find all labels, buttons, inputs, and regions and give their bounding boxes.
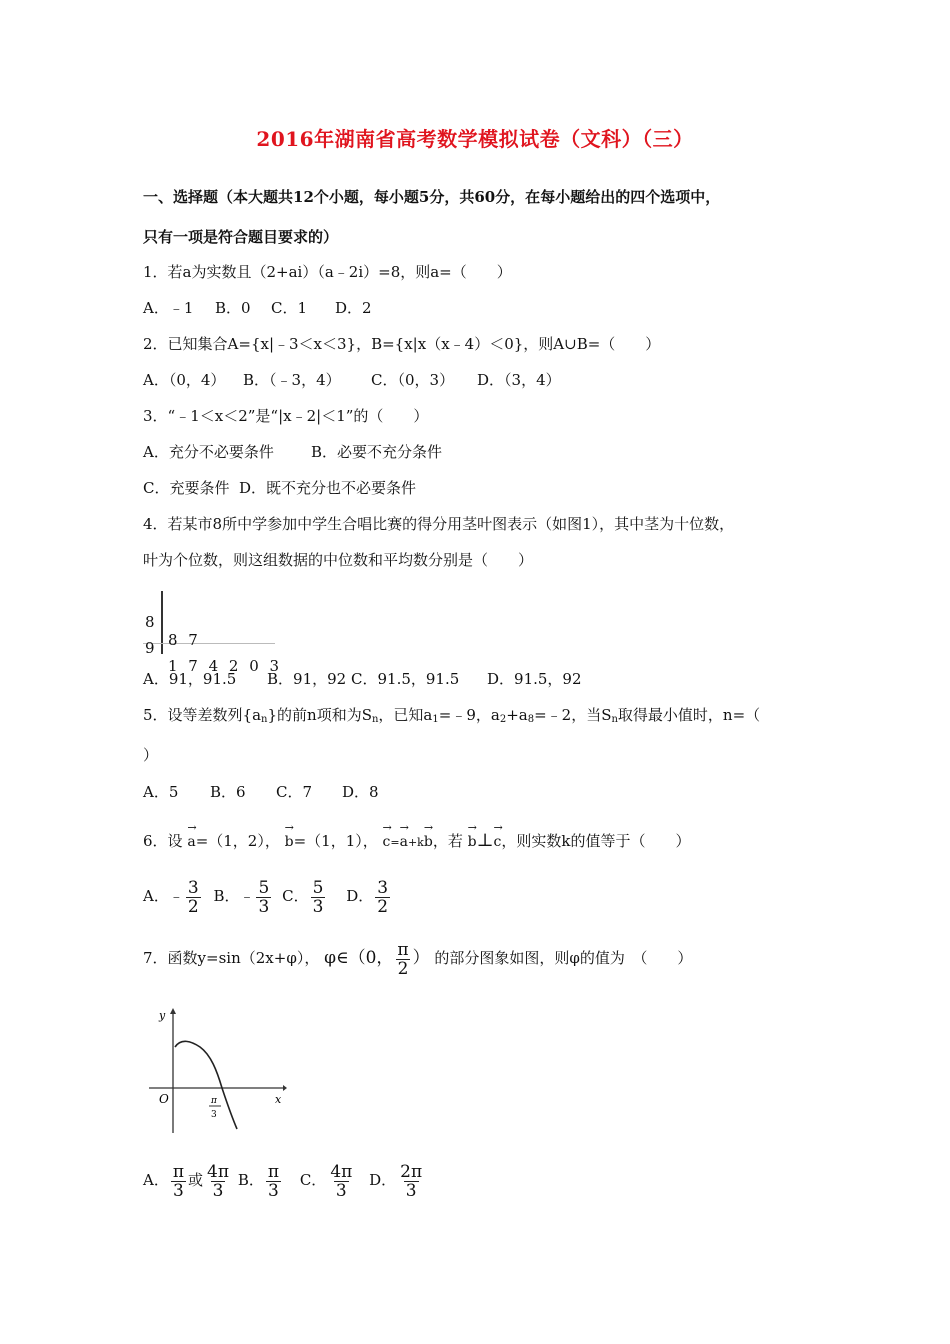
q7-phi-interval: φ∈（0，: [324, 948, 394, 968]
denominator: 3: [212, 1180, 224, 1201]
numerator: 3: [377, 877, 389, 898]
q6-text: ，若: [432, 832, 463, 850]
q7-or-text: 或: [188, 1171, 204, 1189]
q2-option-d: D．（3，4）: [477, 371, 561, 389]
page-title: 2016年湖南省高考数学模拟试卷（文科）（三）: [256, 127, 694, 151]
q5-subscript: 1: [432, 714, 439, 725]
q5-subscript: n: [261, 714, 268, 725]
q6-option-b: B．﹣: [213, 887, 255, 905]
q1-option-c: C．1: [271, 299, 308, 317]
origin-label: O: [159, 1092, 169, 1106]
question-4-stem-line2: 叶为个位数，则这组数据的中位数和平均数分别是（ ）: [143, 551, 534, 569]
q6-text: =（1，2），: [195, 832, 280, 850]
question-5-options: [143, 782, 379, 802]
vector-a: → a: [187, 828, 195, 852]
denominator: 3: [405, 1180, 417, 1201]
q4-option-c: C．91.5，91.5: [351, 670, 460, 688]
fraction: [256, 879, 271, 916]
denominator: 2: [397, 958, 409, 979]
q5-text: }的前n项和为S: [267, 706, 372, 724]
q5-text: =﹣9，a: [438, 706, 500, 724]
q3-option-b: B．必要不充分条件: [311, 443, 443, 461]
leaf-values: 1 7 4 2 0 3: [168, 657, 281, 675]
q3-option-a: A．充分不必要条件: [143, 443, 274, 461]
denominator: 2: [187, 896, 199, 917]
q5-text: 5．设等差数列{a: [143, 706, 262, 724]
fraction: [395, 941, 410, 978]
fraction: [398, 1163, 424, 1200]
fraction: [205, 1163, 231, 1200]
q6-text: =（1，1），: [293, 832, 378, 850]
vector-b: → b: [285, 828, 294, 852]
q5-option-d: D．8: [342, 783, 379, 801]
numerator: π: [172, 1161, 185, 1182]
q6-text: 6．设: [143, 832, 183, 850]
q6-option-d: D．: [346, 887, 374, 905]
question-3-options-row1: [143, 442, 442, 462]
perpendicular-symbol: ⊥: [476, 830, 494, 851]
q5-text: 取得最小值时，n=（: [617, 706, 761, 724]
numerator: 4π: [330, 1161, 353, 1182]
q7-option-c: C．: [299, 1171, 327, 1189]
fraction: [328, 1163, 354, 1200]
leaf-values: 8 7: [168, 631, 199, 649]
q7-text: 的部分图象如图，则φ的值为 （ ）: [434, 949, 693, 967]
numerator: 5: [312, 877, 324, 898]
sine-graph: [145, 1005, 287, 1133]
q2-option-c: C．（0，3）: [371, 371, 455, 389]
denominator: 3: [173, 1180, 184, 1201]
q6-text: +k: [407, 836, 424, 849]
q1-option-b: B．0: [215, 299, 251, 317]
q6-option-a: A．﹣: [143, 887, 184, 905]
q5-subscript: n: [611, 714, 618, 725]
y-axis-arrow: [170, 1008, 176, 1014]
question-3-options-row2: [143, 478, 416, 498]
question-7-options: [143, 1160, 426, 1200]
tick-denominator: 3: [211, 1110, 217, 1120]
q3-option-d: D．既不充分也不必要条件: [239, 479, 417, 497]
vector-c: → c: [494, 828, 502, 852]
numerator: 5: [258, 877, 270, 898]
q5-option-b: B．6: [210, 783, 246, 801]
q7-option-d: D．: [369, 1171, 397, 1189]
question-7-stem: [143, 938, 692, 978]
denominator: 3: [258, 896, 270, 917]
question-1-options: [143, 298, 372, 318]
stem-value: 9: [145, 639, 156, 657]
question-2-stem: 2．已知集合A={x|﹣3＜x＜3}，B={x|x（x﹣4）＜0}，则A∪B=（ ）: [143, 335, 661, 353]
q3-option-c: C．充要条件: [143, 479, 230, 497]
vector-c: → c: [383, 828, 391, 852]
fraction: [375, 879, 390, 916]
q7-option-a: A．: [143, 1171, 169, 1189]
q7-text: ）: [412, 948, 430, 968]
q5-subscript: 2: [499, 714, 507, 725]
y-axis-label: y: [159, 1009, 166, 1022]
q5-subscript: n: [371, 714, 379, 725]
question-4-stem-line1: 4．若某市8所中学参加中学生合唱比赛的得分用茎叶图表示（如图1），其中茎为十位数，: [143, 515, 735, 533]
question-3-stem: 3．“﹣1＜x＜2”是“|x﹣2|＜1”的（ ）: [143, 407, 429, 425]
vector-a: → a: [400, 828, 408, 852]
stem-leaf-plot: [143, 591, 281, 675]
denominator: 3: [312, 896, 324, 917]
denominator: 3: [335, 1180, 347, 1201]
x-axis-label: x: [275, 1093, 282, 1106]
q5-option-a: A．5: [143, 783, 179, 801]
vector-b: → b: [424, 828, 433, 852]
question-5-stem: [143, 705, 760, 730]
stem-value: 8: [145, 613, 156, 631]
q5-text: =﹣2，当S: [534, 706, 612, 724]
question-6-stem: [143, 828, 690, 853]
q5-subscript: 8: [527, 714, 535, 725]
numerator: 3: [187, 877, 199, 898]
q4-option-d: D．91.5，92: [487, 670, 582, 688]
q7-text: 7．函数y=sin（2x+φ），: [143, 949, 320, 967]
section-heading-line2: 只有一项是符合题目要求的）: [143, 228, 339, 246]
vector-b: → b: [468, 828, 477, 852]
numerator: 2π: [400, 1161, 423, 1182]
sine-curve: [175, 1041, 237, 1129]
denominator: 3: [268, 1180, 279, 1201]
fraction: [186, 879, 201, 916]
fraction: [171, 1163, 186, 1200]
question-6-options: [143, 876, 392, 916]
q2-option-a: A．（0，4）: [143, 371, 226, 389]
q4-option-a: A．91，91.5: [143, 670, 237, 688]
q1-option-a: A．﹣1: [143, 299, 194, 317]
question-4-options: [143, 669, 582, 689]
tick-numerator: π: [211, 1096, 217, 1106]
q6-option-c: C．: [282, 887, 309, 905]
numerator: 4π: [207, 1161, 230, 1182]
denominator: 2: [377, 896, 389, 917]
numerator: π: [267, 1161, 280, 1182]
section-heading-line1: 一、选择题（本大题共12个小题，每小题5分，共60分，在每小题给出的四个选项中，: [143, 188, 721, 206]
question-1-stem: 1．若a为实数且（2+ai）（a﹣2i）=8，则a=（ ）: [143, 263, 512, 281]
fraction: [311, 879, 326, 916]
q6-text: ，则实数k的值等于（ ）: [501, 832, 691, 850]
q5-text: +a: [506, 706, 528, 724]
question-5-stem-close: ）: [143, 746, 159, 764]
q6-text: =: [390, 836, 400, 849]
fraction: [266, 1163, 281, 1200]
x-axis-arrow: [283, 1085, 287, 1091]
q4-option-b: B．91，92: [267, 670, 347, 688]
question-2-options: [143, 370, 561, 390]
q5-text: ，已知a: [378, 706, 433, 724]
q2-option-b: B．（﹣3，4）: [243, 371, 341, 389]
q7-option-b: B．: [237, 1171, 264, 1189]
numerator: π: [397, 939, 409, 960]
q1-option-d: D．2: [335, 299, 372, 317]
q5-option-c: C．7: [276, 783, 313, 801]
